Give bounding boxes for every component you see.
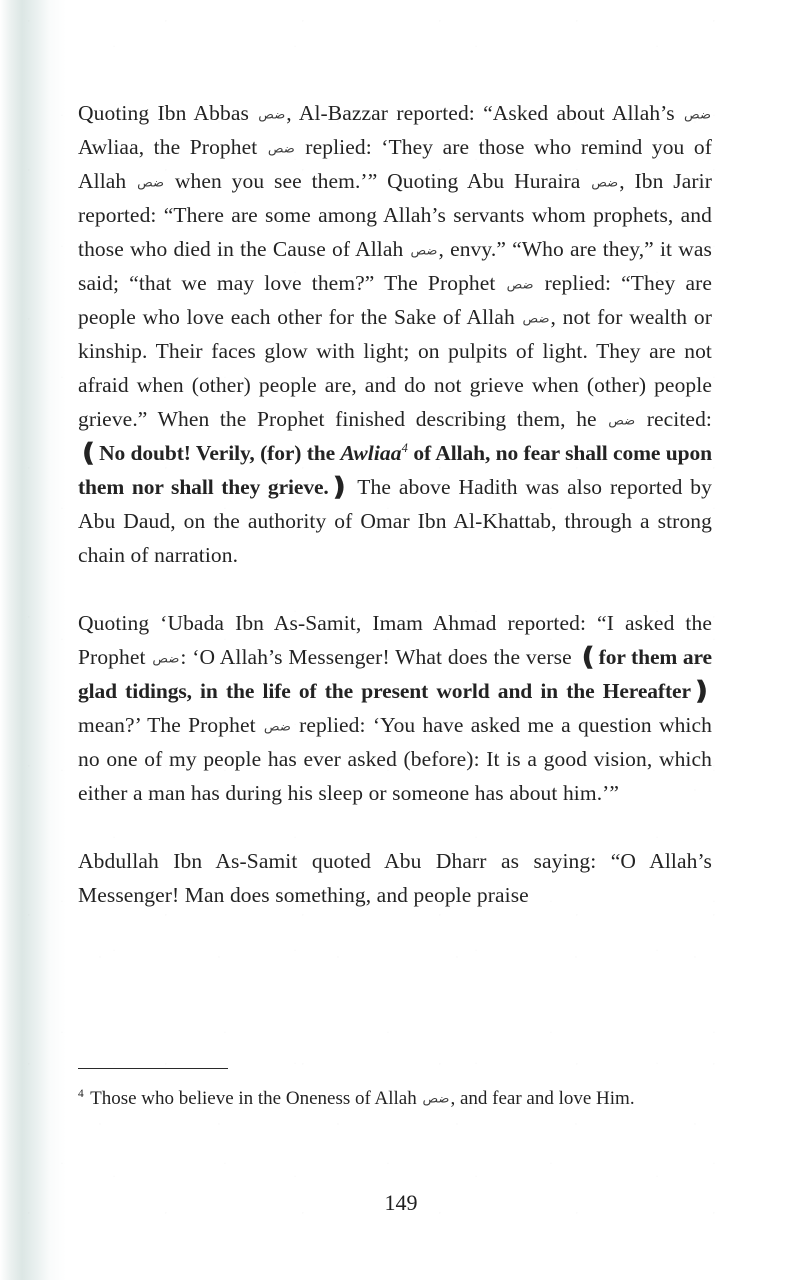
verse-bracket-close: ❫ [328,472,350,501]
paragraph-2: Quoting ‘Ubada Ibn As-Samit, Imam Ahmad reported: “I asked the Prophet ضص: ‘O Allah’s Messenger! What does the verse ❪for them are glad tidings, in the life of the present world and in the Hereafter❫ mean?’ The Prophet ضص replied: ‘You have asked me a question which no one of my people has ever asked (before): It is a good vision, which either a man has during his sleep or someone has about him.’” [78,611,712,805]
paragraph-1: Quoting Ibn Abbas ضص, Al-Bazzar reported: “Asked about Allah’s ضص Awliaa, the Prophet ضص replied: ‘They are those who remind you of Allah ضص when you see them.’” Quoting Abu Huraira ضص, Ibn Jarir reported: “There are some among Allah’s servants whom prophets, and those who died in the Cause of Allah ضص, envy.” “Who are they,” it was said; “that we may love them?” The Prophet ضص replied: “They are people who love each other for the Sake of Allah ضص, not for wealth or kinship. Their faces glow with light; on pulpits of light. They are not afraid when (other) people are, and do not grieve when (other) people grieve.” When the Prophet finished describing them, he ضص recited: ❪No doubt! Verily, (for) the Awliaa$^4$ of Allah, no fear shall come upon them nor shall they grieve.❫ The above Hadith was also reported by Abu Daud, on the authority of Omar Ibn Al-Khattab, through a strong chain of narration. [78,101,713,567]
page-body-text [78,96,712,912]
sallallahu-alayhi-wasallam-glyph: ضص [267,142,295,157]
quran-verse-italic-term: Awliaa [340,441,402,465]
sallallahu-alayhi-wasallam-glyph: ضص [506,278,534,293]
subhanahu-wa-taala-glyph: ضص [410,244,438,259]
radiallahu-anhu-glyph: ضص [591,176,619,191]
footnote-number: 4 [78,1087,84,1100]
footnote-reference-mark: 4 [401,440,408,455]
scan-gutter-shadow [0,0,66,1280]
paragraph-spacer [78,810,712,844]
sallallahu-alayhi-wasallam-glyph: ضص [152,652,180,667]
verse-bracket-open: ❪ [577,642,599,671]
verse-bracket-close: ❫ [690,676,712,705]
footnote-text [78,1083,712,1114]
footnote-body: Those who believe in the Oneness of Allah ضص, and fear and love Him. [85,1088,635,1109]
page-number: 149 [384,1190,418,1215]
subhanahu-wa-taala-glyph: ضص [522,312,550,327]
footnote-block [78,1068,712,1114]
radiallahu-anhu-glyph: ضص [258,108,286,123]
subhanahu-wa-taala-glyph: ضص [684,108,711,123]
sallallahu-alayhi-wasallam-glyph: ضص [263,720,291,735]
footnote-separator-rule [78,1068,228,1069]
subhanahu-wa-taala-glyph: ضص [137,176,165,191]
quran-verse-text: of Allah, no fear shall come upon them nor shall they grieve. [78,441,712,499]
subhanahu-wa-taala-glyph: ضص [422,1092,450,1107]
quran-verse-text: for them are glad tidings, in the life of the present world and in the Hereafter [78,645,712,703]
paragraph-3: Abdullah Ibn As-Samit quoted Abu Dharr as saying: “O Allah’s Messenger! Man does something, and people praise [78,849,712,907]
quran-verse-text: No doubt! Verily, (for) the [99,441,341,465]
paragraph-spacer [78,572,712,606]
sallallahu-alayhi-wasallam-glyph: ضص [608,414,636,429]
verse-bracket-open: ❪ [78,438,100,467]
